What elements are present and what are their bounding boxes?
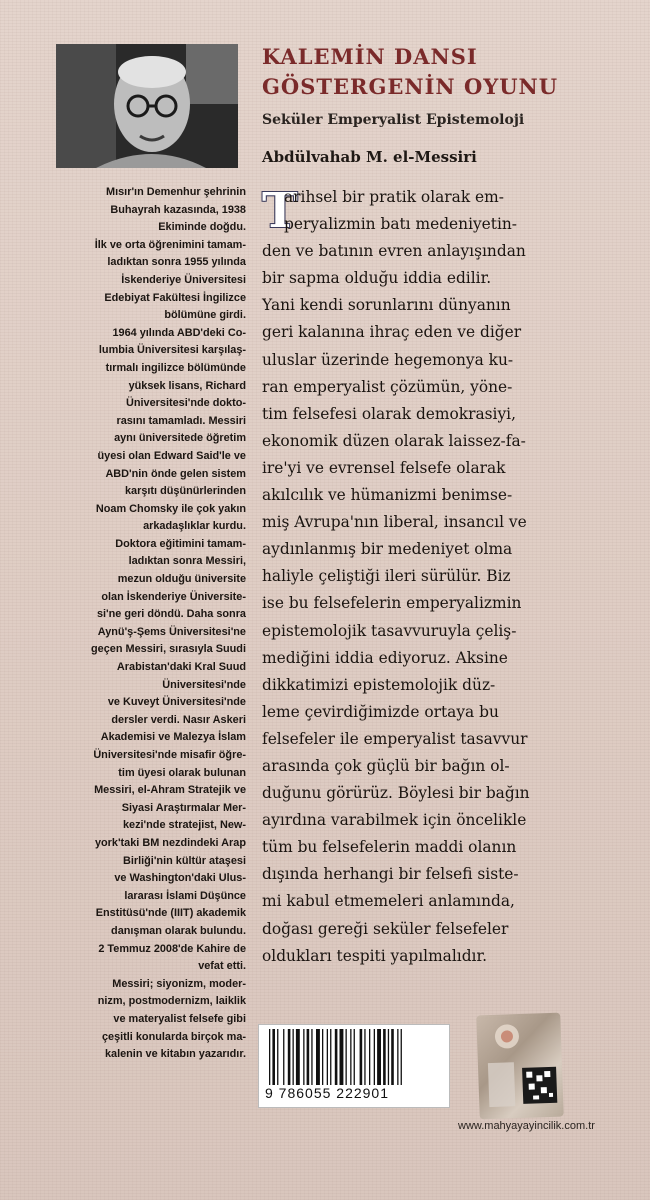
bio-line: Enstitüsü'nde (IIIT) akademik xyxy=(95,907,246,920)
blurb-line: dışında herhangi bir felsefi siste- xyxy=(262,865,519,884)
book-title-line-1: KALEMİN DANSI xyxy=(262,44,478,69)
author-portrait-image xyxy=(56,44,238,168)
hologram-sticker xyxy=(476,1013,564,1120)
bio-line: ABD'nin önde gelen sistem xyxy=(105,467,246,480)
bio-line: Aynü'ş-Şems Üniversitesi'ne xyxy=(97,625,246,638)
isbn-number: 9 786055 222901 xyxy=(265,1085,389,1101)
bio-line: Edebiyat Fakültesi İngilizce xyxy=(104,291,246,304)
bio-line: Arabistan'daki Kral Suud xyxy=(116,661,246,674)
bio-line: ve Kuveyt Üniversitesi'nde xyxy=(107,696,246,709)
blurb-line: den ve batının evren anlayışından xyxy=(262,242,526,261)
bio-line: tırmalı ingilizce bölümünde xyxy=(105,361,246,374)
bio-line: tim üyesi olarak bulunan xyxy=(118,766,246,779)
bio-line: rasını tamamladı. Messiri xyxy=(116,414,246,427)
blurb-line: akılcılık ve hümanizmi benimse- xyxy=(262,486,513,505)
blurb-line: peryalizmin batı medeniyetin- xyxy=(284,215,518,234)
bio-line: Ekiminde doğdu. xyxy=(158,221,246,234)
blurb-line: tüm bu felsefelerin maddi olanın xyxy=(262,838,517,857)
bio-line: Üniversitesi'nde dokto- xyxy=(126,397,246,410)
drop-cap-letter: T xyxy=(262,183,298,239)
blurb-line: doğası gereği seküler felsefeler xyxy=(262,919,509,938)
bio-line: york'taki BM nezdindeki Arap xyxy=(94,836,246,849)
blurb-line: miş Avrupa'nın liberal, insancıl ve xyxy=(262,513,527,532)
bio-line: ladıktan sonra 1955 yılında xyxy=(107,256,246,269)
blurb-line: ayırdına varabilmek için öncelikle xyxy=(262,811,527,830)
bio-line: kezi'nde stratejist, New- xyxy=(122,819,246,832)
blurb-line: ekonomik düzen olarak laissez-fa- xyxy=(262,431,526,450)
bio-line: aynı üniversitede öğretim xyxy=(114,432,246,445)
bio-line: arkadaşlıklar kurdu. xyxy=(143,520,246,533)
book-subtitle: Seküler Emperyalist Epistemoloji xyxy=(262,112,525,128)
bio-line: olan İskenderiye Üniversite- xyxy=(101,590,246,603)
bio-line: vefat etti. xyxy=(198,960,246,973)
blurb-line: ise bu felsefelerin emperyalizmin xyxy=(262,594,522,613)
bio-line: çeşitli konularda birçok ma- xyxy=(101,1030,246,1043)
blurb-line: bir sapma olduğu iddia edilir. xyxy=(262,269,492,288)
author-biography xyxy=(40,184,246,1064)
bio-line: Akademisi ve Malezya İslam xyxy=(100,731,246,744)
blurb-line: uluslar üzerinde hegemonya ku- xyxy=(262,350,514,369)
bio-line: Buhayrah kazasında, 1938 xyxy=(110,203,246,216)
bio-line: si'ne geri döndü. Daha sonra xyxy=(96,608,246,621)
blurb-line: Yani kendi sorunlarını dünyanın xyxy=(262,296,511,315)
bio-line: Messiri; siyonizm, moder- xyxy=(112,977,246,990)
blurb-line: mediğini iddia ediyoruz. Aksine xyxy=(262,648,508,667)
bio-line: Üniversitesi'nde xyxy=(162,678,246,691)
blurb-line: tim felsefesi olarak demokrasiyi, xyxy=(262,404,516,423)
bio-line: dersler verdi. Nasır Askeri xyxy=(111,713,246,726)
bio-line: bölümüne girdi. xyxy=(164,309,246,322)
bio-line: ve materyalist felsefe gibi xyxy=(113,1012,246,1025)
bio-line: Mısır'ın Demenhur şehrinin xyxy=(106,186,246,198)
bio-line: Noam Chomsky ile çok yakın xyxy=(95,502,246,515)
bio-line: yüksek lisans, Richard xyxy=(128,379,246,392)
publisher-website: www.mahyayayincilik.com.tr xyxy=(458,1120,595,1132)
bio-line: nizm, postmodernizm, laiklik xyxy=(97,995,246,1008)
blurb-line: duğunu görürüz. Böylesi bir bağın xyxy=(262,784,530,803)
bio-line: Doktora eğitimini tamam- xyxy=(115,537,246,550)
bio-line: ladıktan sonra Messiri, xyxy=(128,555,246,568)
blurb-line: dikkatimizi epistemolojik düz- xyxy=(262,675,496,694)
bio-line: ve Washington'daki Ulus- xyxy=(114,872,246,885)
bio-line: lararası İslami Düşünce xyxy=(124,889,246,902)
blurb-line: oldukları tespiti yapılmalıdır. xyxy=(262,946,488,965)
blurb-line: epistemolojik tasavvuruyla çeliş- xyxy=(262,621,517,640)
bio-line: İlk ve orta öğrenimini tamam- xyxy=(94,238,246,251)
bio-line: İskenderiye Üniversitesi xyxy=(121,273,246,286)
blurb-text xyxy=(262,184,628,970)
barcode-bars-icon xyxy=(267,1029,443,1085)
blurb-line: ran emperyalist çözümün, yöne- xyxy=(262,377,513,396)
bio-line: 2 Temmuz 2008'de Kahire de xyxy=(98,942,246,955)
book-title xyxy=(262,42,642,102)
blurb-line: arihsel bir pratik olarak em- xyxy=(284,188,504,206)
bio-line: Üniversitesi'nde misafir öğre- xyxy=(93,749,246,761)
blurb-line: leme çevirdiğimizde ortaya bu xyxy=(262,702,499,721)
author-photo xyxy=(56,44,238,168)
bio-line: mezun olduğu üniversite xyxy=(117,573,246,586)
bio-line: danışman olarak bulundu. xyxy=(111,924,246,937)
bio-line: karşıtı düşünürlerinden xyxy=(124,485,246,498)
isbn-barcode xyxy=(258,1024,450,1108)
blurb-line: ire'yi ve evrensel felsefe olarak xyxy=(262,458,506,477)
blurb-line: mi kabul etmemeleri anlamında, xyxy=(262,892,515,911)
blurb-line: arasında çok güçlü bir bağın ol- xyxy=(262,756,510,775)
bio-line: Siyasi Araştırmalar Mer- xyxy=(121,801,246,814)
hologram-sticker-icon xyxy=(476,1013,564,1120)
book-title-line-2: GÖSTERGENİN OYUNU xyxy=(262,74,559,99)
bio-line: Birliği'nin kültür ataşesi xyxy=(122,854,246,867)
blurb-line: geri kalanına ihraç eden ve diğer xyxy=(262,323,522,342)
blurb-line: haliyle çeliştiği ileri sürülür. Biz xyxy=(262,567,511,586)
blurb-line: felsefeler ile emperyalist tasavvur xyxy=(262,729,528,748)
blurb-line: aydınlanmış bir medeniyet olma xyxy=(262,540,513,559)
bio-line: lumbia Üniversitesi karşılaş- xyxy=(98,344,246,357)
bio-line: üyesi olan Edward Said'le ve xyxy=(97,449,246,462)
bio-line: Messiri, el-Ahram Stratejik ve xyxy=(94,784,246,797)
bio-line: kalenin ve kitabın yazarıdır. xyxy=(104,1048,246,1061)
book-author: Abdülvahab M. el-Messiri xyxy=(262,148,477,166)
bio-line: 1964 yılında ABD'deki Co- xyxy=(112,326,246,339)
bio-line: geçen Messiri, sırasıyla Suudi xyxy=(91,643,246,656)
